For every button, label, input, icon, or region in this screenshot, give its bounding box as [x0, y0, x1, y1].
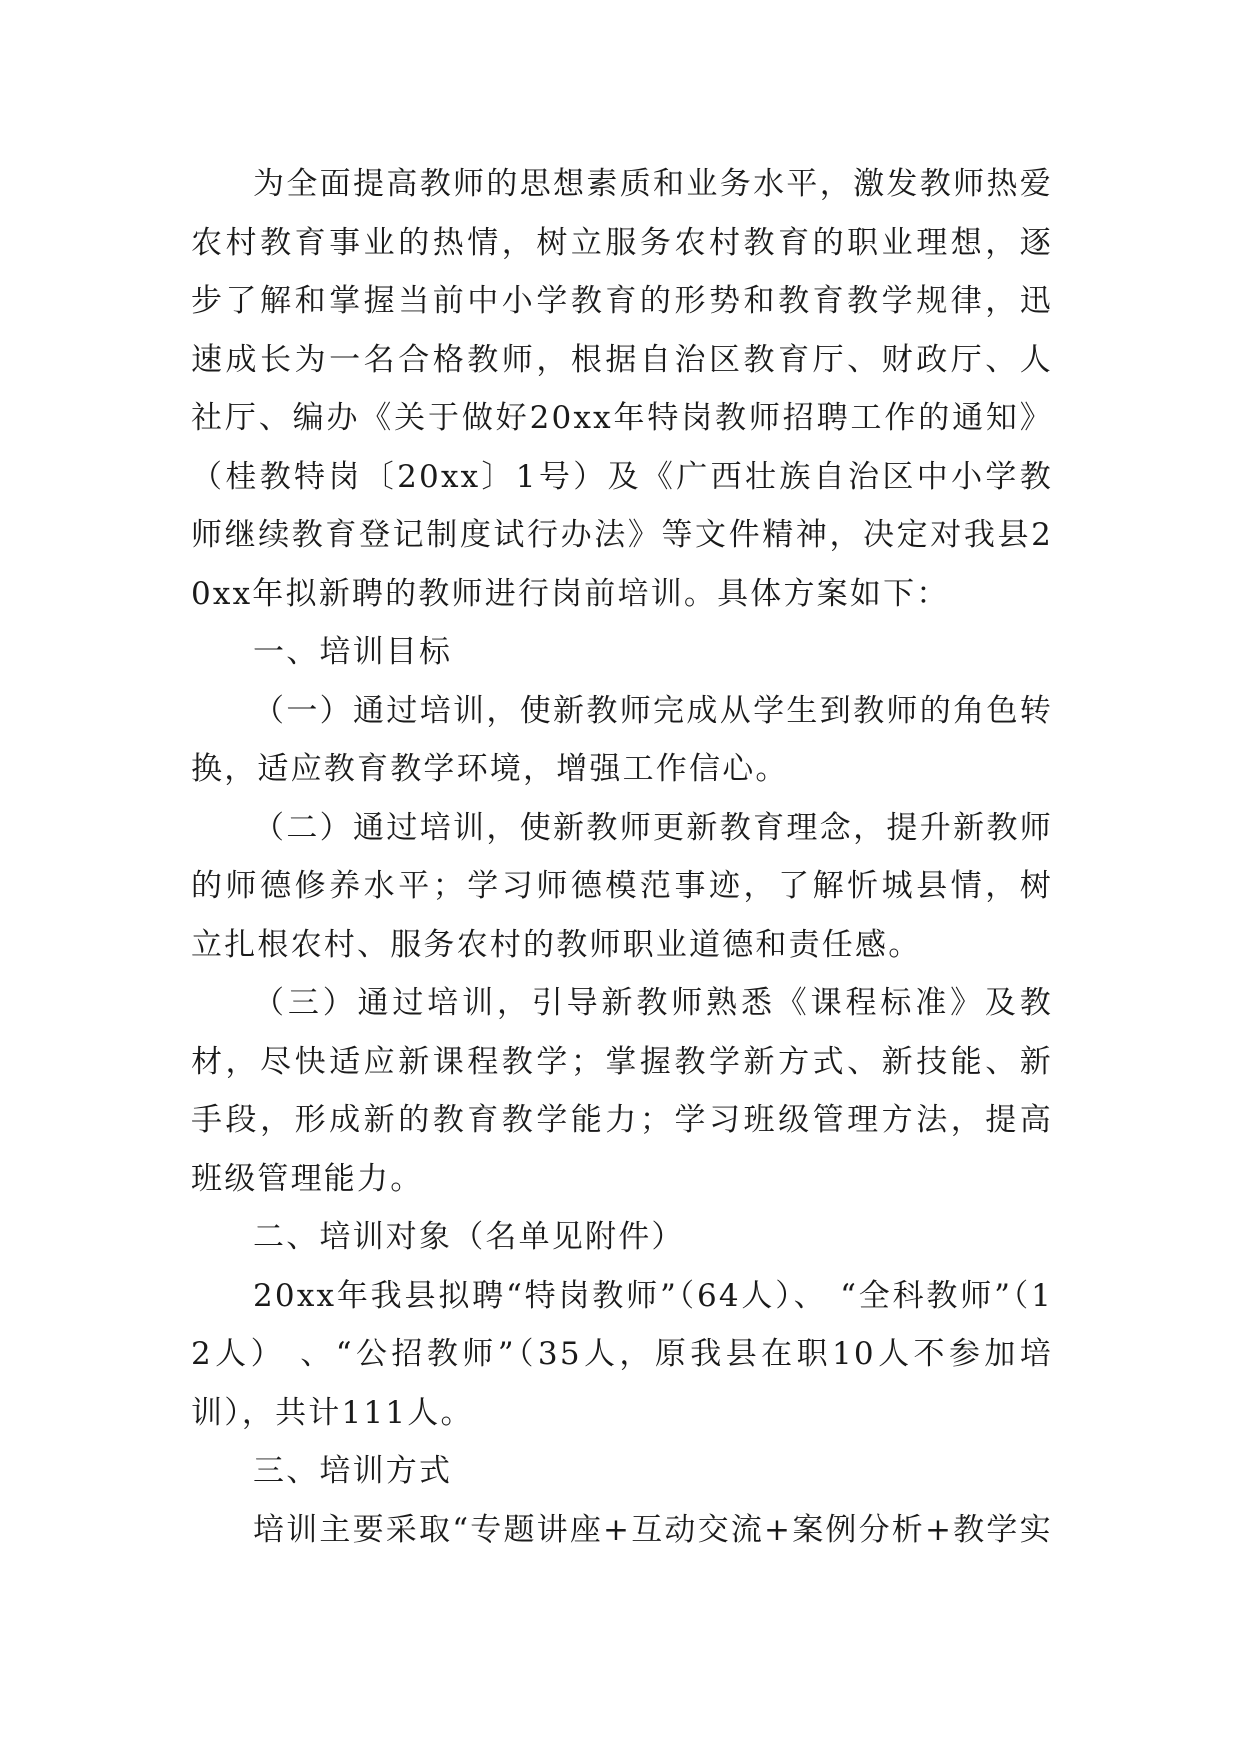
- objective-item-3: （三）通过培训，引导新教师熟悉《课程标准》及教材，尽快适应新课程教学；掌握教学新方式、新技能、新手段，形成新的教育教学能力；学习班级管理方法，提高班级管理能力。: [191, 985, 1053, 1197]
- section-heading-method: 三、培训方式: [253, 1453, 453, 1489]
- objective-item-2: （二）通过培训，使新教师更新教育理念，提升新教师的师德修养水平；学习师德模范事迹，了解忻城县情，树立扎根农村、服务农村的教师职业道德和责任感。: [191, 809, 1053, 963]
- objective-item-1: （一）通过培训，使新教师完成从学生到教师的角色转换，适应教育教学环境，增强工作信心。: [191, 692, 1053, 787]
- method-paragraph: 培训主要采取“专题讲座+互动交流+案例分析+教学实: [253, 1511, 1053, 1548]
- intro-paragraph: 为全面提高教师的思想素质和业务水平，激发教师热爱农村教育事业的热情，树立服务农村教育的职业理想，逐步了解和掌握当前中小学教育的形势和教育教学规律，迅速成长为一名合格教师，根据自治区教育厅、财政厅、人社厅、编办《关于做好20xx年特岗教师招聘工作的通知》（桂教特岗〔20xx〕1号）及《广西壮族自治区中小学教师继续教育登记制度试行办法》等文件精神，决定对我县20xx年拟新聘的教师进行岗前培训。具体方案如下：: [191, 166, 1053, 612]
- section-heading-participants: 二、培训对象（名单见附件）: [253, 1219, 685, 1255]
- document-body: [191, 155, 1053, 1559]
- section-heading-objectives: 一、培训目标: [253, 634, 453, 670]
- participants-paragraph: 20xx年我县拟聘“特岗教师”（64人）、 “全科教师”（12人） 、“公招教师”（35人，原我县在职10人不参加培训），共计111人。: [191, 1277, 1053, 1431]
